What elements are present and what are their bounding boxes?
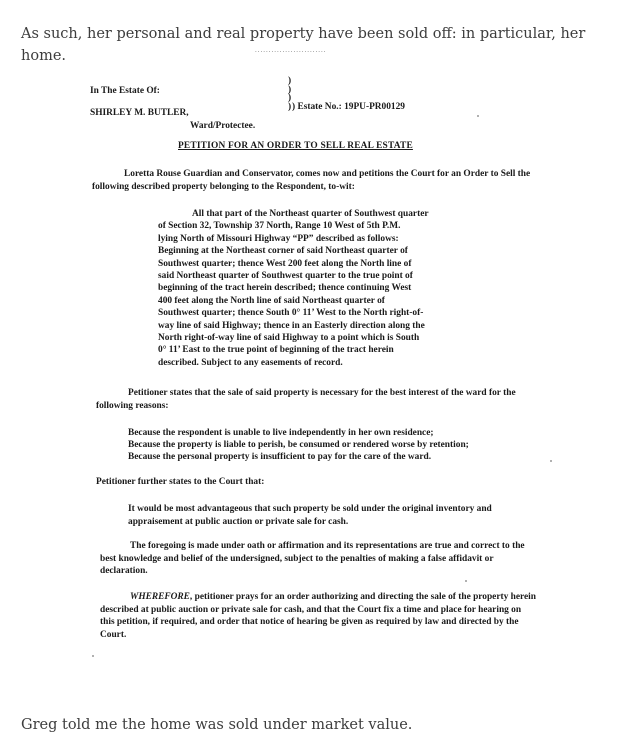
court-document-scan bbox=[70, 44, 570, 674]
intro-paragraph: As such, her personal and real property have been sold off: in particular, her home. bbox=[21, 25, 586, 64]
reason-item: Because the personal property is insufficient to pay for the care of the ward. bbox=[128, 452, 432, 463]
cutoff-header: .......................... bbox=[255, 50, 327, 54]
reason-item: Because the respondent is unable to live independently in her own residence; bbox=[128, 428, 434, 438]
opening-paragraph: Loretta Rouse Guardian and Conservator, comes now and petitions the Court for an Order to Sell the following described property belonging to the Respondent, to-wit: bbox=[92, 169, 531, 192]
legal-line: 400 feet along the North line of said Northeast quarter of bbox=[158, 295, 385, 306]
legal-line: said Northeast quarter of Southwest quarter to the true point of bbox=[158, 271, 413, 282]
legal-line: 0° 11’ East to the true point of beginning of the tract herein bbox=[158, 345, 394, 356]
scan-speck bbox=[92, 655, 94, 657]
scan-speck bbox=[550, 460, 552, 462]
further-states: Petitioner further states to the Court that: bbox=[96, 477, 265, 487]
legal-line: of Section 32, Township 37 North, Range 10 West of 5th P.M. bbox=[158, 221, 401, 232]
legal-line: Beginning at the Northeast corner of said Northeast quarter of bbox=[158, 246, 408, 257]
legal-line: lying North of Missouri Highway “PP” described as follows: bbox=[158, 233, 399, 244]
reasons-list bbox=[128, 427, 548, 464]
legal-line: described. Subject to any easements of record. bbox=[158, 357, 343, 368]
legal-line: North right-of-way line of said Highway to a point which is South bbox=[158, 333, 420, 344]
wherefore-word: WHEREFORE bbox=[130, 592, 190, 602]
petition-title: PETITION FOR AN ORDER TO SELL REAL ESTATE bbox=[178, 141, 413, 151]
oath-paragraph: The foregoing is made under oath or affirmation and its representations are true and correct to the best knowledge and belief of the undersigned, subject to the penalties of making a false affidavit or declaration. bbox=[100, 541, 525, 577]
reason-item: Because the property is liable to perish, be consumed or rendered worse by retention; bbox=[128, 440, 469, 451]
reasons-intro: Petitioner states that the sale of said property is necessary for the best interest of the ward for the following reasons: bbox=[96, 388, 516, 411]
estate-of-label: In The Estate Of: bbox=[90, 86, 160, 96]
caption-parentheses: ) ) ) ) bbox=[288, 76, 292, 112]
ward-name: SHIRLEY M. BUTLER, bbox=[90, 108, 189, 118]
ward-role: Ward/Protectee. bbox=[190, 121, 256, 131]
wherefore-paragraph: WHEREFORE, petitioner prays for an order authorizing and directing the sale of the property herein described at public auction or private sale for cash, and that the Court fix a time and place for hearing on this petition, if required, and order that notice of hearing be given as required by law and directed by the Court. bbox=[100, 592, 536, 640]
legal-line: Southwest quarter; thence West 200 feet along the North line of bbox=[158, 258, 412, 269]
legal-line: All that part of the Northeast quarter of Southwest quarter bbox=[192, 209, 429, 219]
scan-speck bbox=[465, 580, 467, 582]
estate-number: ) Estate No.: 19PU-PR00129 bbox=[292, 102, 405, 112]
legal-description bbox=[158, 208, 478, 369]
advantageous-paragraph: It would be most advantageous that such property be sold under the original inventory and appraisement at public auction or private sale for cash. bbox=[128, 504, 492, 527]
outro-paragraph: Greg told me the home was sold under market value. bbox=[21, 716, 413, 733]
legal-line: beginning of the tract herein described; thence continuing West bbox=[158, 283, 412, 294]
legal-line: Southwest quarter; thence South 0° 11’ West to the North right-of- bbox=[158, 308, 424, 319]
scan-speck bbox=[477, 115, 479, 117]
legal-line: way line of said Highway; thence in an Easterly direction along the bbox=[158, 320, 425, 331]
